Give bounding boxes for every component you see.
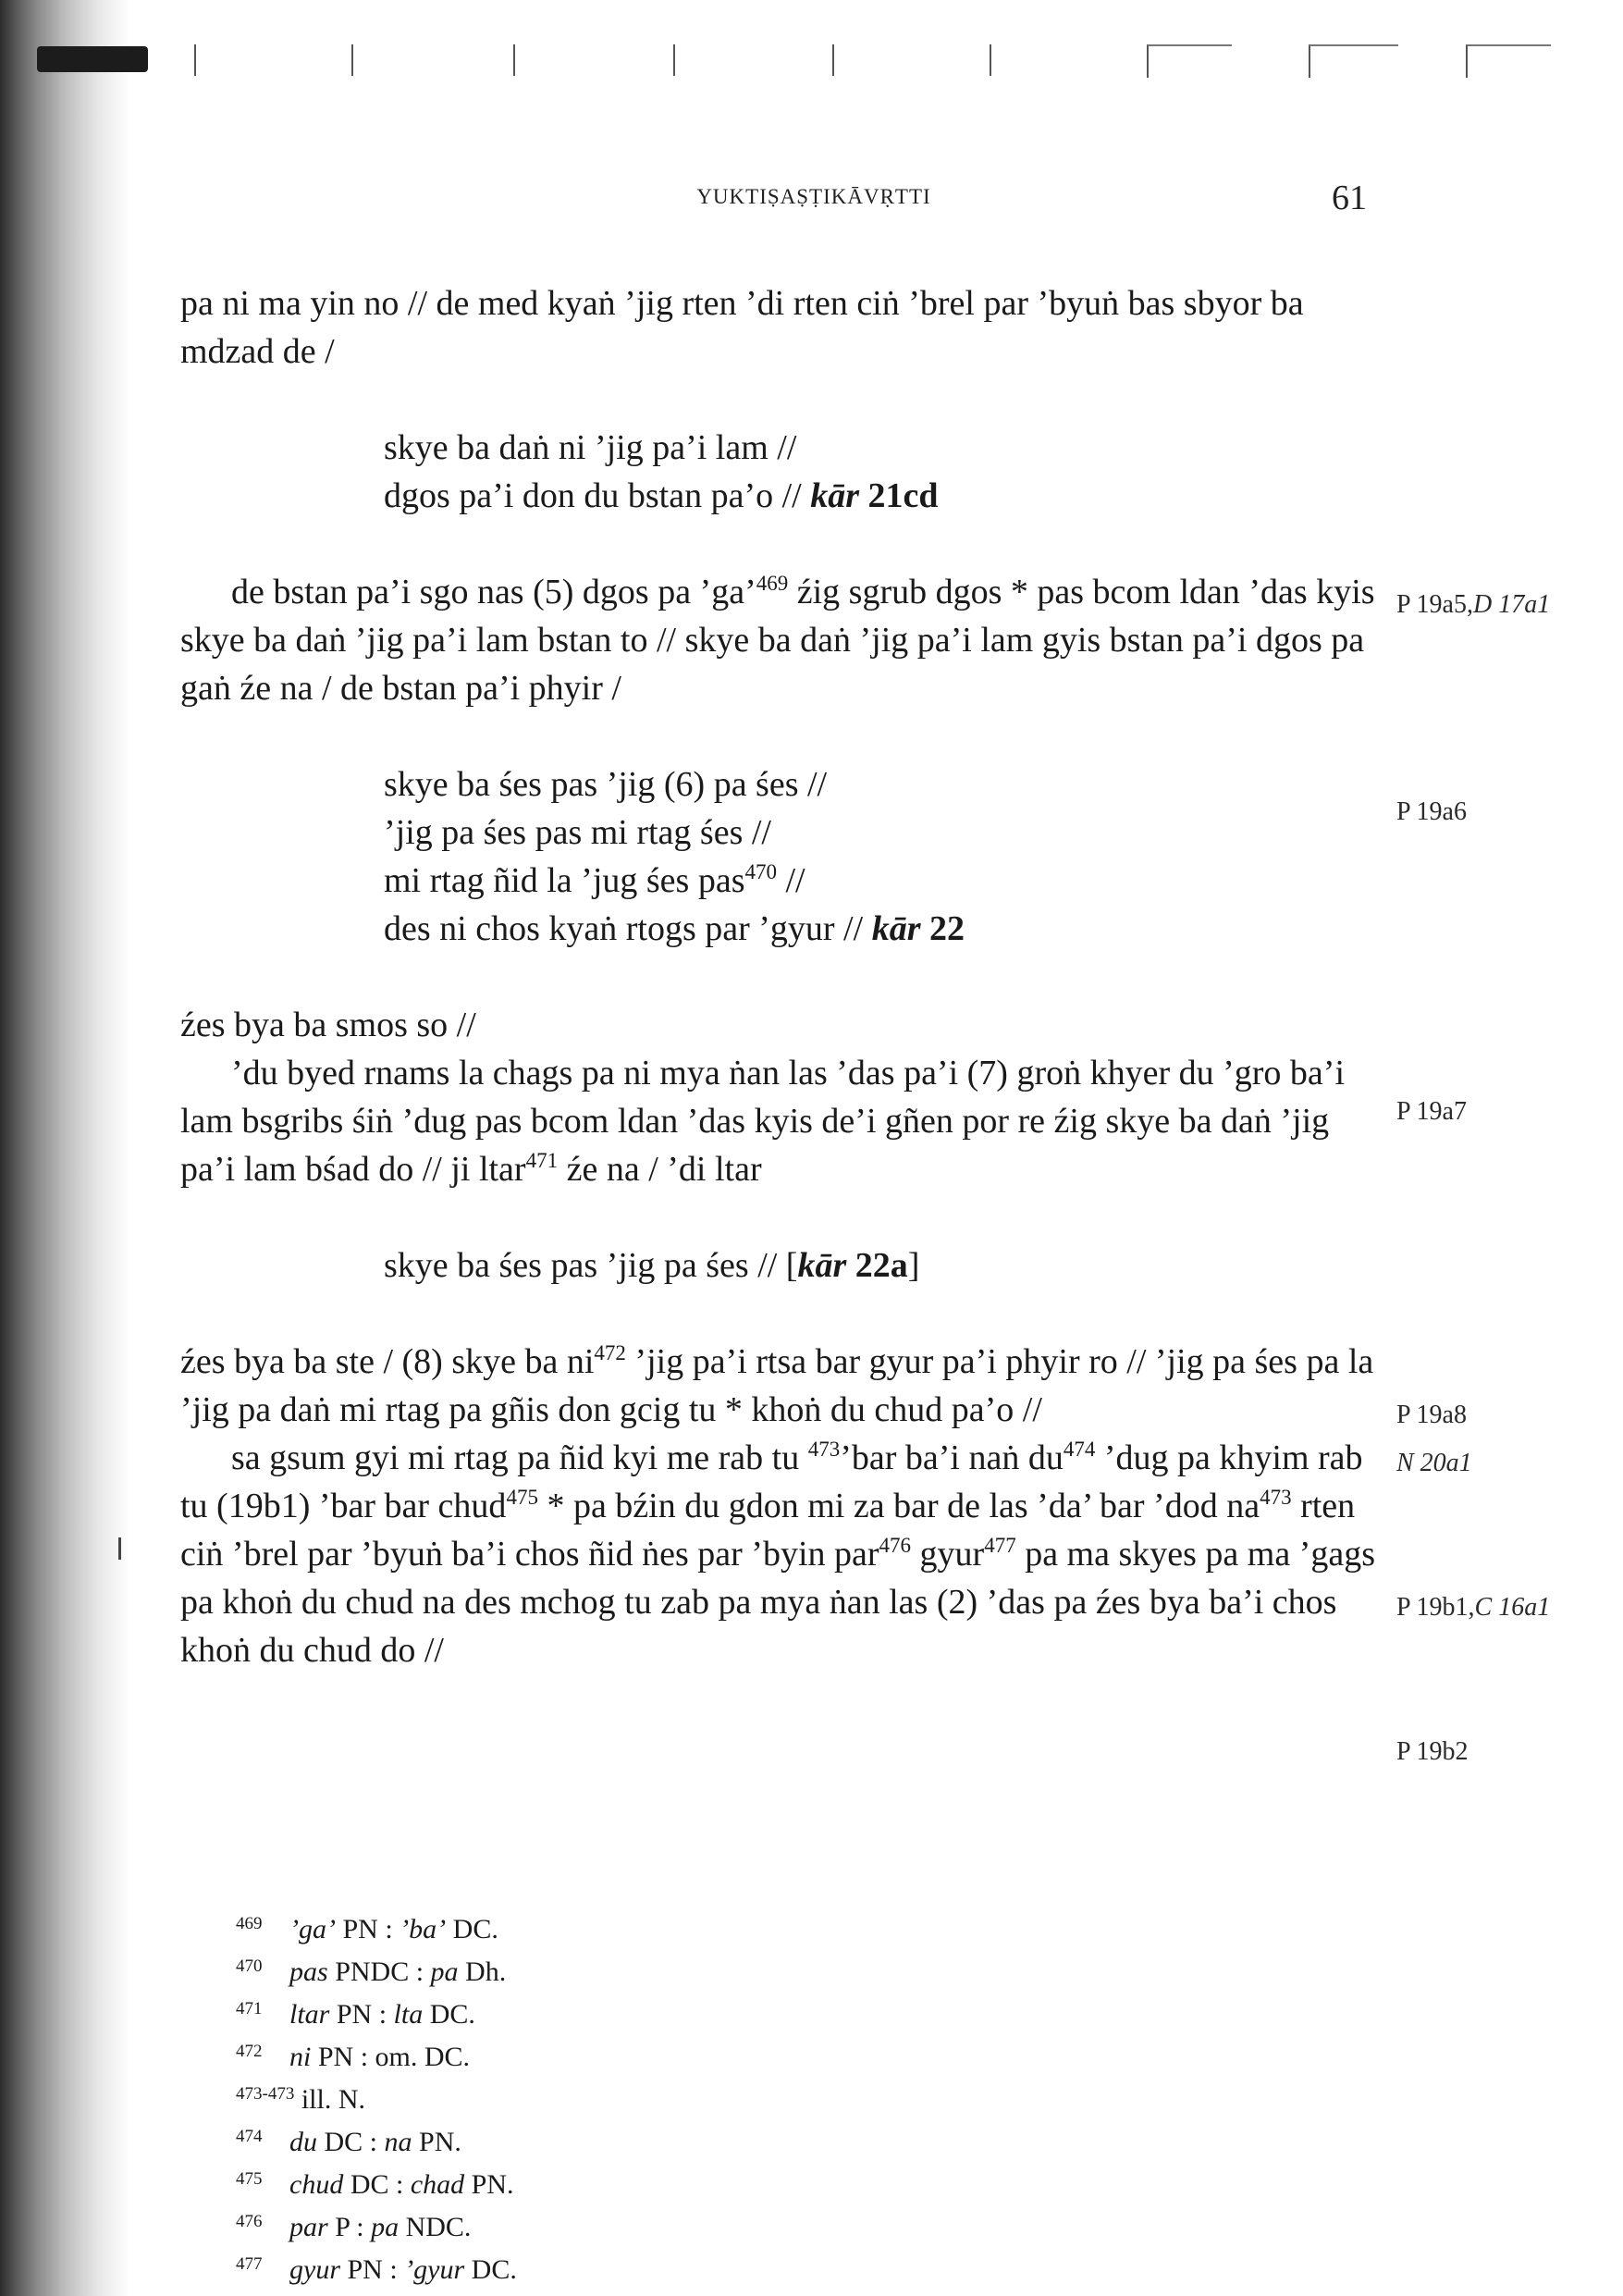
footnote-marker: 473 [1260,1486,1292,1509]
reading: pa [430,1957,459,1987]
scan-binding-shadow [0,0,129,2296]
footnote [236,2203,517,2246]
footnote [236,1948,517,1991]
page-number: 61 [1332,179,1367,217]
margin-ref-text: P 19b1, [1396,1593,1475,1622]
footnote-number: 473-473 [236,2084,295,2104]
footnote-number: 470 [236,1957,263,1976]
footnote-marker: 475 [506,1486,538,1509]
footnote [236,1991,517,2033]
scan-ruler-marks [185,37,1554,83]
reading: ’ga’ [289,1914,336,1944]
text-run: gyur [911,1535,985,1574]
paragraph-5 [180,1338,1392,1434]
ruler-tick [351,44,353,76]
verse-line: ’jig pa śes pas mi rtag śes // [384,813,771,852]
footnote [236,1906,517,1948]
verse-text: mi rtag ñid la ’jug śes pas [384,861,745,900]
footnote-number: 469 [236,1914,263,1933]
karika-ref-label: kār [797,1246,847,1285]
footnote-marker: 471 [525,1149,559,1172]
footnotes [236,1906,517,2289]
sigla: PNDC : [327,1957,431,1987]
footnote-marker: 469 [756,572,789,595]
footnote-number: 472 [236,2042,263,2061]
reading: gyur [289,2254,340,2285]
scan-edge-mark [118,1537,121,1560]
ruler-tick [673,44,675,76]
footnote-marker: 477 [984,1534,1016,1557]
reading: ni [289,2042,312,2072]
scan-dark-spot [37,46,148,72]
sigla: DC. [423,1999,475,2030]
sigla: DC. [464,2254,517,2285]
ruler-tick [513,44,515,76]
footnote-number: 474 [236,2127,263,2146]
sigla: DC : [317,2127,385,2157]
reading: na [384,2127,412,2157]
paragraph-3: źes bya ba smos so // [180,1006,476,1044]
verse-karika-22 [384,760,1392,953]
ruler-tick [194,44,196,76]
text-run: rten ciṅ ’brel par ’byuṅ ba’i chos ñid ṅes par ’byin par [180,1487,1356,1574]
sigla: NDC. [399,2212,472,2242]
margin-ref-text: D 17a1 [1472,590,1551,619]
ruler-tick [832,44,834,76]
reading: ltar [289,1999,330,2030]
reading: ’gyur [404,2254,465,2285]
footnote [236,2033,517,2076]
verse-line: skye ba daṅ ni ’jig pa’i lam // [384,428,797,467]
reading: pas [289,1957,328,1987]
text-run: ’jig pa’i rtsa bar gyur pa’i phyir ro // ’jig pa śes pa la ’jig pa daṅ mi rtag pa gñis don gcig tu * khoṅ du chud pa’o // [180,1342,1374,1429]
sigla: DC. [446,1914,498,1944]
verse-line: skye ba śes pas ’jig (6) pa śes // [384,765,828,804]
footnote-number: 477 [236,2254,263,2274]
paragraph-2 [180,568,1392,712]
footnote-marker: 474 [1063,1438,1096,1461]
sigla: DC : [343,2169,411,2200]
text-run: ’bar ba’i naṅ du [840,1438,1064,1477]
sigla: PN : [335,1914,400,1944]
karika-ref-label: kār [871,909,921,948]
verse-text: des ni chos kyaṅ rtogs par ’gyur // [384,909,872,948]
verse-text: dgos pa’i don du bstan pa’o // [384,476,811,515]
footnote-marker: 472 [594,1341,626,1364]
text-run: de bstan pa’i sgo nas (5) dgos pa ’ga’ [231,573,756,611]
ruler-tick [1466,44,1551,78]
text-run: pa ma skyes pa ma ’gags pa khoṅ du chud na des mchog tu zab pa mya ṅan las (2) ’das pa źes bya ba’i chos khoṅ du chud do // [180,1535,1376,1670]
ruler-tick [990,44,991,76]
sigla: P : [327,2212,372,2242]
margin-ref-text: C 16a1 [1474,1593,1551,1622]
paragraph-6 [180,1434,1392,1674]
reading: pa [371,2212,400,2242]
verse-text: skye ba śes pas ’jig pa śes // [ [384,1246,798,1285]
sigla: PN : [329,1999,394,2030]
verse-karika-22a [384,1241,1392,1290]
text-run: ’du byed rnams la chags pa ni mya ṅan las ’das pa’i (7) groṅ khyer du ’gro ba’i lam bsgribs śiṅ ’dug pas bcom ldan ’das kyis de’i gñen por re źig skye ba daṅ ’jig pa’i lam bśad do // ji ltar [180,1054,1346,1189]
footnote [236,2161,517,2203]
reading: par [289,2212,328,2242]
ruler-tick [1309,44,1398,78]
paragraph-1: pa ni ma yin no // de med kyaṅ ’jig rten ’di rten ciṅ ’brel par ’byuṅ bas sbyor ba mdzad de / [180,284,1304,371]
verse-line [384,905,1392,953]
reading: chad [410,2169,465,2200]
reading: ’ba’ [400,1914,447,1944]
footnote-number: 476 [236,2212,263,2231]
ruler-tick [1147,44,1232,78]
text-run: źes bya ba ste / (8) skye ba ni [180,1342,595,1381]
margin-folio-ref: P 19a6 [1396,797,1467,826]
footnote-marker: 476 [879,1534,912,1557]
footnote-marker: 473 [807,1438,841,1461]
verse-text: // [776,861,805,900]
margin-folio-ref: P 19b2 [1396,1737,1469,1766]
reading: chud [289,2169,344,2200]
main-text [180,279,1392,1674]
footnote [236,2076,517,2118]
karika-ref-number: 22a [846,1246,908,1285]
verse-text: ] [907,1246,920,1285]
margin-folio-ref: P 19a8 [1396,1401,1467,1429]
verse-karika-21cd [384,424,1392,520]
footnote-number: 471 [236,1999,263,2018]
margin-ref-text: N 20a1 [1396,1449,1472,1477]
margin-ref-text: P 19a5, [1396,590,1473,619]
margin-folio-ref [1396,1593,1550,1623]
reading: du [289,2127,317,2157]
text-run: sa gsum gyi mi rtag pa ñid kyi me rab tu [231,1438,808,1477]
sigla: PN. [412,2127,461,2157]
margin-folio-ref [1396,590,1550,620]
text-run: * pa bźin du gdon mi za bar de las ’da’ bar ’dod na [537,1487,1260,1525]
verse-line [384,1241,1392,1290]
sigla: PN. [464,2169,514,2200]
text-run: źe na / ’di ltar [558,1150,762,1189]
verse-line [384,472,1392,520]
karika-ref-number: 21cd [859,476,939,515]
paragraph-4 [180,1049,1392,1193]
text-run: źig sgrub dgos * pas bcom ldan ’das kyis skye ba daṅ ’jig pa’i lam bstan to // skye ba daṅ ’jig pa’i lam gyis bstan pa’i dgos pa gaṅ źe na / de bstan pa’i phyir / [180,573,1375,708]
verse-line [384,857,1392,905]
footnote-marker: 470 [744,860,777,883]
margin-folio-ref: P 19a7 [1396,1097,1467,1126]
footnote-number: 475 [236,2169,263,2189]
sigla: PN : om. DC. [311,2042,471,2072]
text-run: ’dug pa khyim rab tu (19b1) ’bar bar chud [180,1438,1363,1525]
sigla: ill. N. [294,2084,365,2115]
karika-ref-label: kār [810,476,860,515]
reading: lta [393,1999,424,2030]
running-head: YUKTIṢAṢṬIKĀVṚTTI [696,185,931,208]
footnote [236,2118,517,2161]
footnote [236,2246,517,2289]
sigla: Dh. [458,1957,507,1987]
margin-folio-ref [1396,1449,1472,1478]
karika-ref-number: 22 [920,909,965,948]
sigla: PN : [340,2254,405,2285]
